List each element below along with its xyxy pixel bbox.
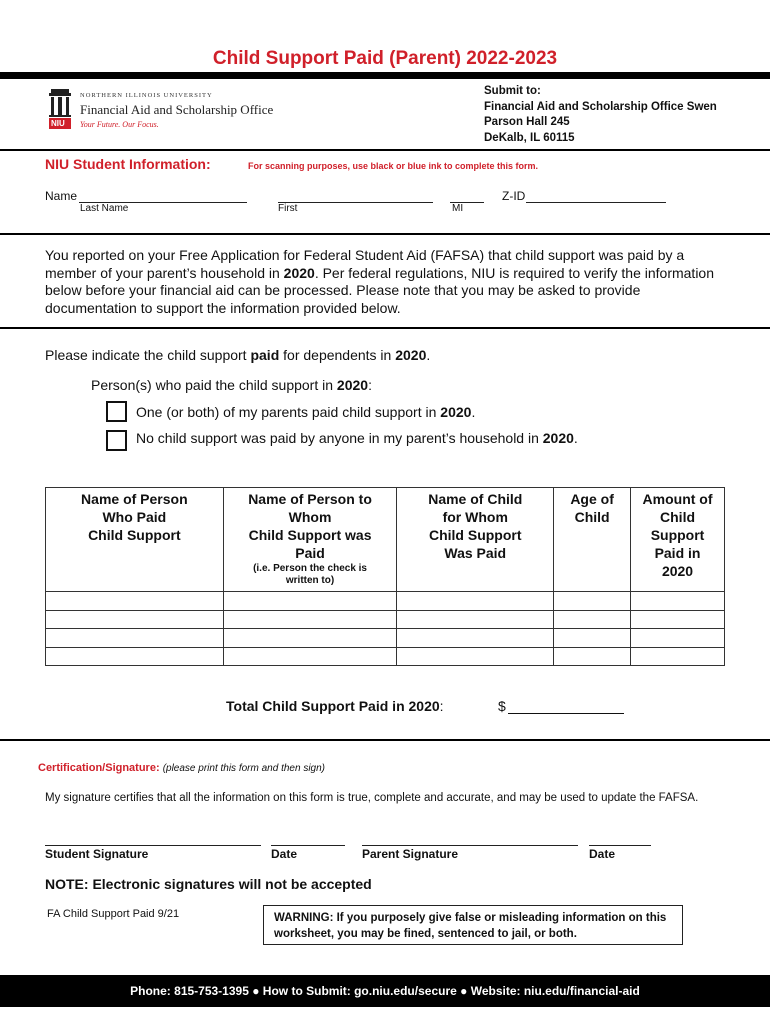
office-name: Financial Aid and Scholarship Office (80, 102, 274, 117)
submit-line-1: Financial Aid and Scholarship Office Swen (484, 100, 717, 113)
footer-contact-bar: Phone: 815-753-1395 ● How to Submit: go.niu.edu/secure ● Website: niu.edu/financial-aid (0, 975, 770, 1007)
intro-paragraph: You reported on your Free Application for Federal Student Aid (FAFSA) that child support was paid by a member of your parent’s household in 2020. Per federal regulations, NIU is required to verify the information below before your financial aid can be processed. Please note that you may be asked to provide documentation to support the information provided below. (45, 247, 714, 316)
name-label: Name (45, 189, 78, 203)
university-name: NORTHERN ILLINOIS UNIVERSITY (80, 92, 213, 99)
certification-text: My signature certifies that all the information on this form is true, complete and accurate, and may be used to update the FAFSA. (45, 792, 699, 804)
checkbox-none-paid[interactable] (106, 430, 127, 451)
table-row (46, 647, 725, 666)
electronic-signature-note: NOTE: Electronic signatures will not be accepted (45, 876, 372, 892)
mi-label: MI (452, 203, 464, 214)
zid-label: Z-ID (502, 189, 526, 203)
col-person-to-whom: Name of Person to Whom Child Support was Paid (i.e. Person the check is written to) (223, 488, 397, 592)
total-amount-field[interactable] (508, 713, 624, 714)
dollar-sign: $ (498, 698, 506, 714)
option-parents-paid: One (or both) of my parents paid child support in 2020. (136, 404, 476, 420)
student-info-heading: NIU Student Information: (45, 156, 211, 172)
motto: Your Future. Our Focus. (80, 120, 159, 129)
parent-signature-field[interactable] (362, 845, 578, 846)
niu-mark-text: NIU (51, 119, 65, 128)
header-rule (0, 149, 770, 151)
scan-note: For scanning purposes, use black or blue ink to complete this form. (248, 161, 539, 171)
niu-logo (48, 88, 308, 134)
option-none-paid: No child support was paid by anyone in my parent’s household in 2020. (136, 430, 578, 446)
table-row (46, 592, 725, 611)
col-person-who-paid: Name of Person Who Paid Child Support (46, 488, 224, 592)
question-text: Please indicate the child support paid for dependents in 2020. (45, 347, 431, 363)
title-rule (0, 72, 770, 79)
zid-field[interactable] (526, 202, 666, 203)
persons-label: Person(s) who paid the child support in 2020: (91, 377, 372, 393)
date-label-1: Date (271, 847, 298, 861)
parent-date-field[interactable] (589, 845, 651, 846)
form-id: FA Child Support Paid 9/21 (47, 908, 180, 920)
submit-line-2: Parson Hall 245 (484, 116, 570, 128)
col-amount: Amount of Child Support Paid in 2020 (631, 488, 725, 592)
submit-label: Submit to: (484, 85, 541, 97)
info-rule (0, 233, 770, 235)
student-signature-label: Student Signature (45, 847, 149, 861)
student-signature-field[interactable] (45, 845, 261, 846)
date-label-2: Date (589, 847, 616, 861)
child-support-table (45, 487, 725, 666)
table-row (46, 610, 725, 629)
first-name-field[interactable] (278, 202, 433, 203)
student-date-field[interactable] (271, 845, 345, 846)
page-title: Child Support Paid (Parent) 2022-2023 (212, 48, 558, 69)
submit-line-3: DeKalb, IL 60115 (484, 131, 575, 144)
warning-box: WARNING: If you purposely give false or misleading information on this worksheet, you may be fined, sentenced to jail, or both. (263, 905, 683, 945)
intro-rule (0, 327, 770, 329)
parent-signature-label: Parent Signature (362, 847, 459, 861)
checkbox-parents-paid[interactable] (106, 401, 127, 422)
col-child-name: Name of Child for Whom Child Support Was Paid (397, 488, 554, 592)
table-row (46, 629, 725, 648)
submit-to-block (484, 84, 717, 146)
col-child-age: Age of Child (554, 488, 631, 592)
table-header-row (46, 488, 725, 592)
first-label: First (278, 203, 298, 214)
total-rule (0, 739, 770, 741)
last-name-label: Last Name (80, 203, 129, 214)
certification-heading: Certification/Signature: (please print this form and then sign) (38, 762, 325, 774)
total-label: Total Child Support Paid in 2020: (226, 698, 444, 714)
